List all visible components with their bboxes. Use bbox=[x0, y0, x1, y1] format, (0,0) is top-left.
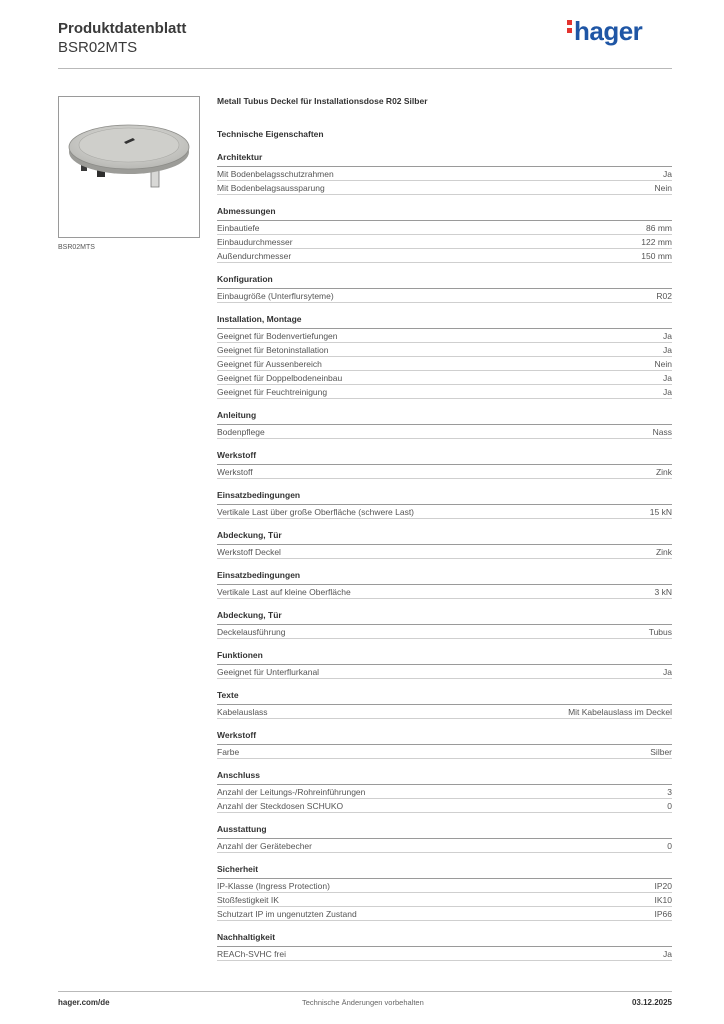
section-title: Technische Eigenschaften bbox=[217, 129, 324, 139]
spec-label: Geeignet für Betoninstallation bbox=[217, 344, 329, 355]
spec-value: Nein bbox=[654, 358, 672, 369]
spec-row bbox=[217, 465, 672, 479]
footer-date: 03.12.2025 bbox=[631, 998, 672, 1007]
spec-value: IP20 bbox=[654, 880, 672, 891]
spec-row bbox=[217, 249, 672, 263]
spec-value: Ja bbox=[663, 386, 672, 397]
spec-group bbox=[217, 450, 672, 479]
spec-row bbox=[217, 289, 672, 303]
spec-value: Silber bbox=[650, 746, 672, 757]
group-title: Werkstoff bbox=[217, 450, 672, 465]
footer-divider bbox=[58, 991, 672, 992]
spec-value: Nein bbox=[654, 182, 672, 193]
product-code: BSR02MTS bbox=[58, 39, 138, 56]
spec-label: Einbautiefe bbox=[217, 222, 260, 233]
spec-label: Geeignet für Aussenbereich bbox=[217, 358, 322, 369]
spec-label: Anzahl der Leitungs-/Rohreinführungen bbox=[217, 786, 366, 797]
group-title: Abdeckung, Tür bbox=[217, 610, 672, 625]
spec-group bbox=[217, 530, 672, 559]
spec-value: 150 mm bbox=[641, 250, 672, 261]
spec-group bbox=[217, 410, 672, 439]
spec-group bbox=[217, 206, 672, 263]
spec-value: Tubus bbox=[648, 626, 672, 637]
spec-row bbox=[217, 371, 672, 385]
spec-label: REACh-SVHC frei bbox=[217, 948, 286, 959]
spec-row bbox=[217, 181, 672, 195]
spec-label: Außendurchmesser bbox=[217, 250, 292, 261]
spec-label: Werkstoff Deckel bbox=[217, 546, 281, 557]
spec-group bbox=[217, 864, 672, 921]
spec-value: 15 kN bbox=[649, 506, 672, 517]
logo-text: hager bbox=[574, 16, 643, 46]
spec-label: Vertikale Last auf kleine Oberfläche bbox=[217, 586, 351, 597]
spec-row bbox=[217, 799, 672, 813]
spec-row bbox=[217, 505, 672, 519]
spec-group bbox=[217, 570, 672, 599]
floor-box-cover-icon bbox=[59, 97, 199, 237]
spec-value: Ja bbox=[663, 168, 672, 179]
spec-label: Mit Bodenbelagsaussparung bbox=[217, 182, 325, 193]
header-divider bbox=[58, 68, 672, 69]
group-title: Nachhaltigkeit bbox=[217, 932, 672, 947]
group-title: Texte bbox=[217, 690, 672, 705]
spec-label: Geeignet für Unterflurkanal bbox=[217, 666, 320, 677]
spec-group bbox=[217, 490, 672, 519]
spec-group bbox=[217, 650, 672, 679]
spec-groups bbox=[217, 152, 672, 961]
spec-group bbox=[217, 690, 672, 719]
spec-row bbox=[217, 425, 672, 439]
spec-row bbox=[217, 221, 672, 235]
logo-dots-icon bbox=[567, 20, 572, 36]
spec-value: Zink bbox=[655, 466, 672, 477]
spec-group bbox=[217, 610, 672, 639]
image-caption: BSR02MTS bbox=[58, 244, 95, 251]
spec-group bbox=[217, 730, 672, 759]
spec-group bbox=[217, 314, 672, 399]
spec-group bbox=[217, 274, 672, 303]
spec-value: Ja bbox=[663, 344, 672, 355]
spec-row bbox=[217, 665, 672, 679]
spec-value: Nass bbox=[652, 426, 672, 437]
spec-label: Farbe bbox=[217, 746, 240, 757]
group-title: Einsatzbedingungen bbox=[217, 570, 672, 585]
spec-label: Bodenpflege bbox=[217, 426, 265, 437]
spec-label: Vertikale Last über große Oberfläche (schwere Last) bbox=[217, 506, 415, 517]
spec-row bbox=[217, 745, 672, 759]
spec-value: R02 bbox=[656, 290, 672, 301]
spec-value: 3 bbox=[667, 786, 672, 797]
product-image bbox=[58, 96, 200, 238]
spec-row bbox=[217, 343, 672, 357]
spec-value: 0 bbox=[667, 800, 672, 811]
spec-row bbox=[217, 879, 672, 893]
spec-value: Ja bbox=[663, 372, 672, 383]
spec-label: Geeignet für Feuchtreinigung bbox=[217, 386, 328, 397]
page-title: Produktdatenblatt bbox=[58, 20, 187, 37]
group-title: Installation, Montage bbox=[217, 314, 672, 329]
group-title: Abmessungen bbox=[217, 206, 672, 221]
spec-value: 0 bbox=[667, 840, 672, 851]
spec-row bbox=[217, 893, 672, 907]
spec-row bbox=[217, 625, 672, 639]
spec-row bbox=[217, 947, 672, 961]
product-title: Metall Tubus Deckel für Installationsdose R02 Silber bbox=[217, 96, 428, 106]
spec-row bbox=[217, 235, 672, 249]
spec-row bbox=[217, 357, 672, 371]
group-title: Funktionen bbox=[217, 650, 672, 665]
spec-label: Schutzart IP im ungenutzten Zustand bbox=[217, 908, 357, 919]
group-title: Konfiguration bbox=[217, 274, 672, 289]
spec-label: Einbaugröße (Unterflursyteme) bbox=[217, 290, 334, 301]
hager-logo bbox=[567, 16, 642, 47]
spec-value: IK10 bbox=[654, 894, 672, 905]
spec-content bbox=[217, 96, 672, 961]
spec-row bbox=[217, 329, 672, 343]
spec-value: Ja bbox=[663, 948, 672, 959]
spec-group bbox=[217, 770, 672, 813]
spec-value: Mit Kabelauslass im Deckel bbox=[568, 706, 672, 717]
spec-row bbox=[217, 167, 672, 181]
spec-label: Anzahl der Steckdosen SCHUKO bbox=[217, 800, 344, 811]
spec-row bbox=[217, 705, 672, 719]
spec-group bbox=[217, 932, 672, 961]
footer-url[interactable]: hager.com/de bbox=[58, 998, 110, 1007]
group-title: Ausstattung bbox=[217, 824, 672, 839]
group-title: Einsatzbedingungen bbox=[217, 490, 672, 505]
spec-label: IP-Klasse (Ingress Protection) bbox=[217, 880, 330, 891]
spec-label: Mit Bodenbelagsschutzrahmen bbox=[217, 168, 334, 179]
spec-value: Zink bbox=[655, 546, 672, 557]
spec-label: Geeignet für Doppelbodeneinbau bbox=[217, 372, 343, 383]
spec-row bbox=[217, 545, 672, 559]
spec-label: Werkstoff bbox=[217, 466, 253, 477]
spec-value: 122 mm bbox=[641, 236, 672, 247]
spec-label: Anzahl der Gerätebecher bbox=[217, 840, 312, 851]
spec-row bbox=[217, 907, 672, 921]
spec-label: Stoßfestigkeit IK bbox=[217, 894, 279, 905]
spec-label: Deckelausführung bbox=[217, 626, 286, 637]
spec-row bbox=[217, 385, 672, 399]
group-title: Architektur bbox=[217, 152, 672, 167]
spec-label: Geeignet für Bodenvertiefungen bbox=[217, 330, 338, 341]
spec-group bbox=[217, 824, 672, 853]
spec-value: Ja bbox=[663, 666, 672, 677]
group-title: Abdeckung, Tür bbox=[217, 530, 672, 545]
spec-row bbox=[217, 585, 672, 599]
group-title: Anleitung bbox=[217, 410, 672, 425]
spec-group bbox=[217, 152, 672, 195]
group-title: Sicherheit bbox=[217, 864, 672, 879]
spec-label: Einbaudurchmesser bbox=[217, 236, 293, 247]
spec-value: 3 kN bbox=[654, 586, 672, 597]
spec-label: Kabelauslass bbox=[217, 706, 268, 717]
spec-row bbox=[217, 785, 672, 799]
spec-value: IP66 bbox=[654, 908, 672, 919]
group-title: Anschluss bbox=[217, 770, 672, 785]
spec-value: Ja bbox=[663, 330, 672, 341]
spec-row bbox=[217, 839, 672, 853]
footer-note: Technische Änderungen vorbehalten bbox=[302, 998, 424, 1007]
group-title: Werkstoff bbox=[217, 730, 672, 745]
spec-value: 86 mm bbox=[646, 222, 672, 233]
